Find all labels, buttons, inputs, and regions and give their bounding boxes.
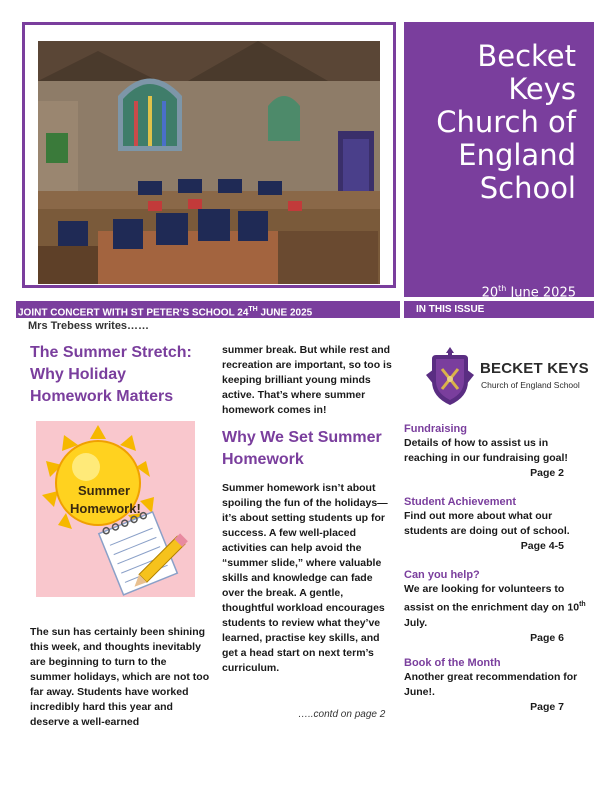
toc-description-b: July.	[404, 616, 428, 629]
toc-item-can-you-help[interactable]	[404, 568, 594, 646]
concert-banner	[16, 301, 400, 318]
hero-photo-frame	[22, 22, 396, 288]
church-concert-photo	[38, 41, 380, 284]
toc-description: Another great recommendation for June!.	[404, 671, 578, 698]
date-suffix: th	[498, 284, 507, 293]
date-rest: June 2025	[506, 285, 576, 301]
clipart-word-summer: Summer	[78, 483, 131, 498]
clipart-word-homework: Homework!	[70, 501, 141, 516]
article-headline: The Summer Stretch: Why Holiday Homework Matters	[30, 344, 192, 405]
toc-page: Page 2	[530, 467, 564, 479]
continued-link[interactable]: …..contd on page 2	[298, 709, 386, 720]
toc-item-student-achievement[interactable]	[404, 495, 594, 554]
toc-description-sup: th	[579, 601, 586, 608]
school-logo	[424, 345, 594, 407]
issue-date	[482, 284, 576, 300]
logo-name: BECKET KEYS	[480, 360, 589, 377]
toc-heading: Student Achievement	[404, 496, 517, 508]
toc-description: Find out more about what our students are doing out of school.	[404, 510, 570, 537]
toc-description	[404, 582, 594, 631]
logo-subtitle: Church of England School	[481, 380, 580, 390]
toc-page: Page 6	[530, 631, 564, 644]
crest-icon	[424, 345, 476, 407]
article-text-col1: The sun has certainly been shining this week, and thoughts inevitably are beginning to turn to the summer holidays, which are not too far away. Students have worked incredibly hard this year and deserve a well-earned	[30, 626, 210, 728]
masthead-box	[404, 22, 594, 301]
article-text-col2-top: summer break. But while rest and recreation are important, so too is keeping brilliant young minds active. That’s where summer homework comes in!	[222, 344, 392, 416]
concert-banner-tail: JUNE 2025	[257, 307, 313, 318]
subheading: Why We Set Summer Homework	[222, 429, 382, 468]
article-text-col2-body: Summer homework isn’t about spoiling the fun of the holidays—it’s about setting students up for success. A few well-placed activities can help avoid the “summer slide,” where valuable skills and knowledge can fade over the break. A gentle, thoughtful workload encourages students to review what they’ve learned, practise key skills, and get a head start on next term’s curriculum.	[222, 482, 388, 674]
concert-banner-text: JOINT CONCERT WITH ST PETER’S SCHOOL 24	[18, 307, 249, 318]
toc-heading: Book of the Month	[404, 657, 501, 669]
byline: Mrs Trebess writes……	[28, 320, 150, 332]
in-this-issue-banner: IN THIS ISSUE	[404, 301, 594, 318]
toc-item-book-of-the-month[interactable]	[404, 656, 594, 715]
newsletter-title: Becket Keys Church of England School	[436, 39, 576, 205]
summer-homework-clipart	[36, 421, 195, 597]
toc-heading: Can you help?	[404, 569, 480, 581]
concert-banner-sup: TH	[248, 306, 258, 313]
toc-page: Page 4-5	[520, 540, 564, 552]
toc-description: Details of how to assist us in reaching in our fundraising goal!	[404, 437, 568, 464]
toc-description-a: We are looking for volunteers to assist on the enrichment day on 10	[404, 583, 580, 614]
toc-page: Page 7	[530, 701, 564, 713]
toc-item-fundraising[interactable]	[404, 422, 594, 481]
date-day: 20	[481, 285, 499, 301]
toc-heading: Fundraising	[404, 423, 467, 435]
